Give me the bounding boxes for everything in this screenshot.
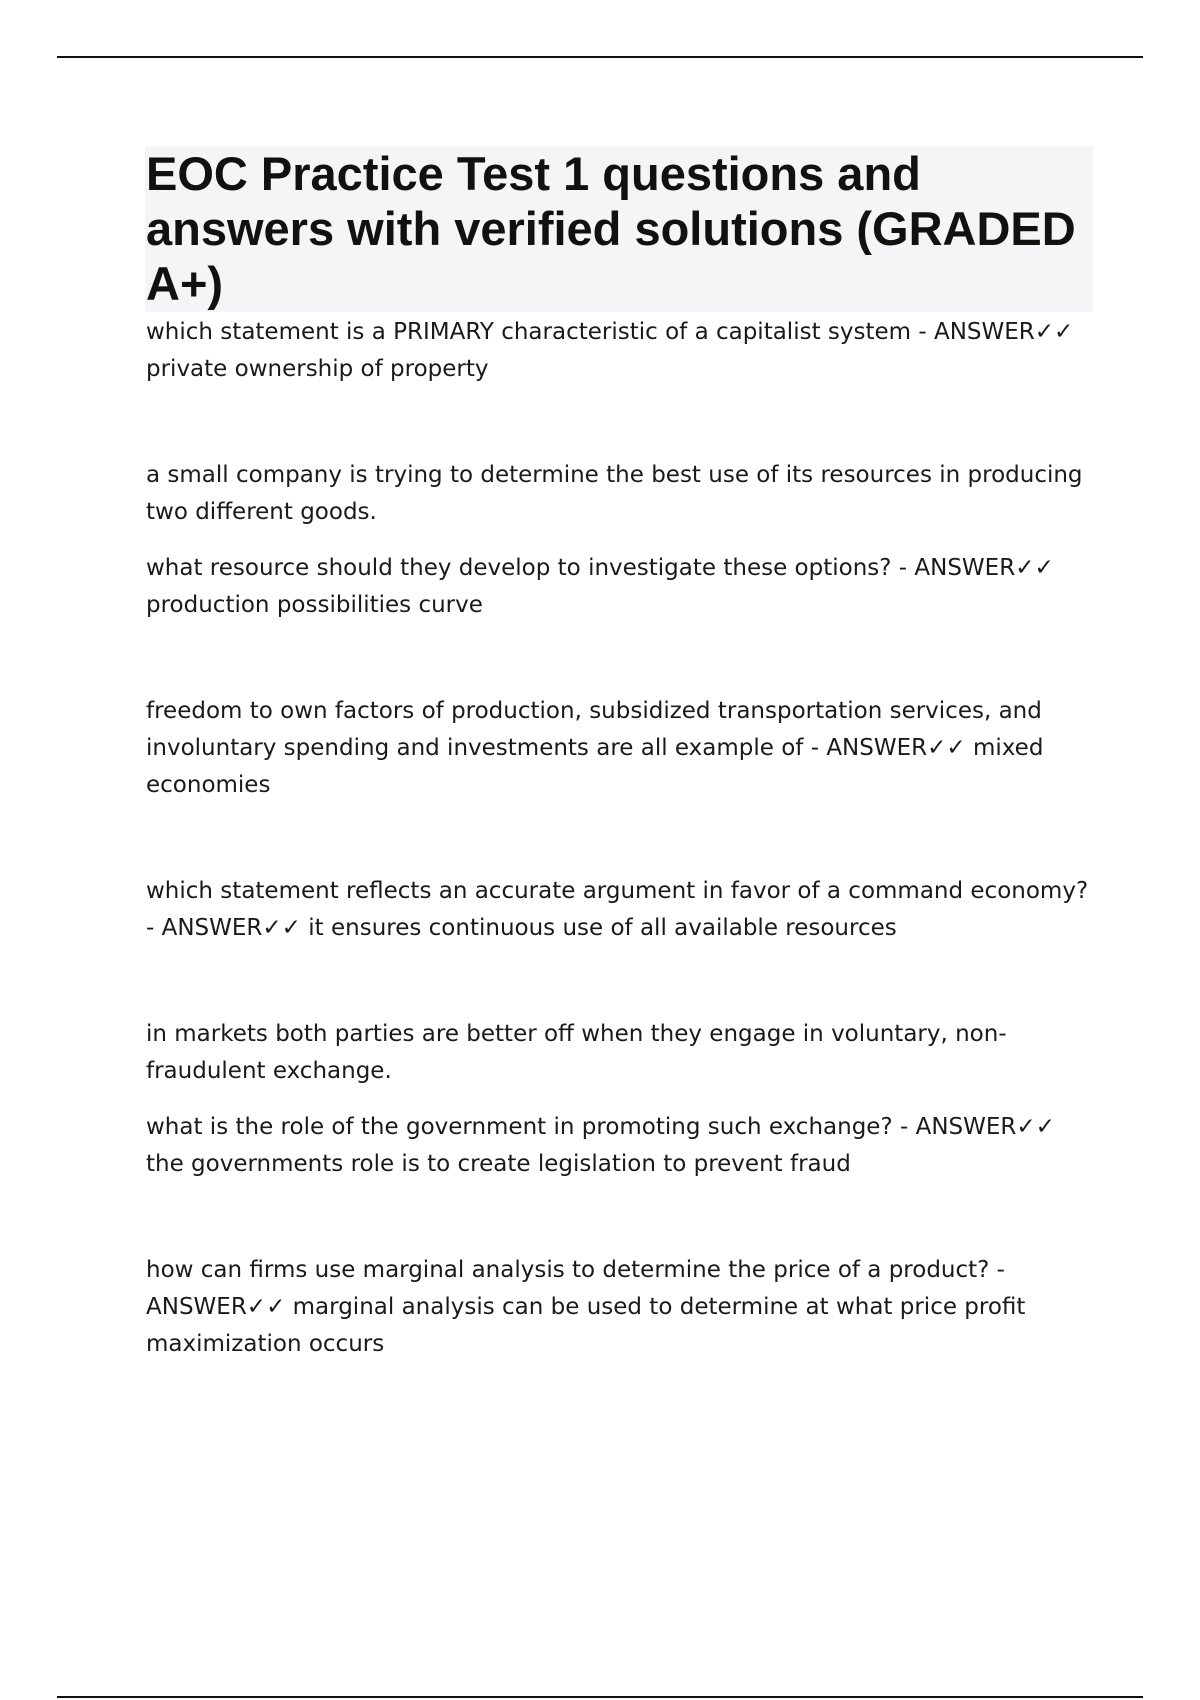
top-rule [57, 56, 1143, 58]
qa-entry-1 [146, 314, 1096, 388]
answer-label: - ANSWER [803, 735, 928, 761]
qa-entry-3 [146, 693, 1096, 804]
question-text: which statement reflects an accurate argument in favor of a command economy? [146, 878, 1089, 904]
double-check-icon: ✓✓ [1016, 1114, 1055, 1140]
question-text: what resource should they develop to investigate these options? [146, 555, 892, 581]
double-check-icon: ✓✓ [927, 735, 966, 761]
document-title: EOC Practice Test 1 questions and answers with verified solutions (GRADED A+) [146, 147, 1076, 310]
answer-label: - ANSWER [891, 555, 1016, 581]
answer-label: - ANSWER [892, 1114, 1017, 1140]
answer-text: it ensures continuous use of all available resources [300, 915, 897, 941]
answer-text: the governments role is to create legislation to prevent fraud [146, 1151, 851, 1177]
answer-text: mixed economies [146, 735, 1044, 798]
answer-text: private ownership of property [146, 356, 489, 382]
document-body [146, 314, 1096, 1363]
bottom-rule [57, 1696, 1143, 1698]
answer-text: production possibilities curve [146, 592, 483, 618]
question-text: which statement is a PRIMARY characteristic of a capitalist system [146, 319, 912, 345]
answer-text: marginal analysis can be used to determine at what price profit maximization occurs [146, 1294, 1026, 1357]
qa-preamble-2: a small company is trying to determine the best use of its resources in producing two different goods. [146, 462, 1083, 525]
double-check-icon: ✓✓ [1015, 555, 1054, 581]
qa-entry-4 [146, 873, 1096, 947]
double-check-icon: ✓✓ [1034, 319, 1074, 345]
qa-entry-2 [146, 550, 1096, 624]
qa-preamble-5: in markets both parties are better off when they engage in voluntary, non-fraudulent exchange. [146, 1021, 1007, 1084]
answer-label: - ANSWER [146, 1257, 1005, 1320]
qa-entry-5 [146, 1109, 1096, 1183]
answer-label: - ANSWER [146, 915, 263, 941]
double-check-icon: ✓✓ [246, 1294, 286, 1320]
double-check-icon: ✓✓ [262, 915, 301, 941]
answer-label: - ANSWER [911, 319, 1035, 345]
question-text: freedom to own factors of production, subsidized transportation services, and involuntary spending and investments are all example of [146, 698, 1042, 761]
question-text: how can firms use marginal analysis to determine the price of a product? [146, 1257, 990, 1283]
qa-entry-6 [146, 1252, 1096, 1363]
question-text: what is the role of the government in promoting such exchange? [146, 1114, 893, 1140]
